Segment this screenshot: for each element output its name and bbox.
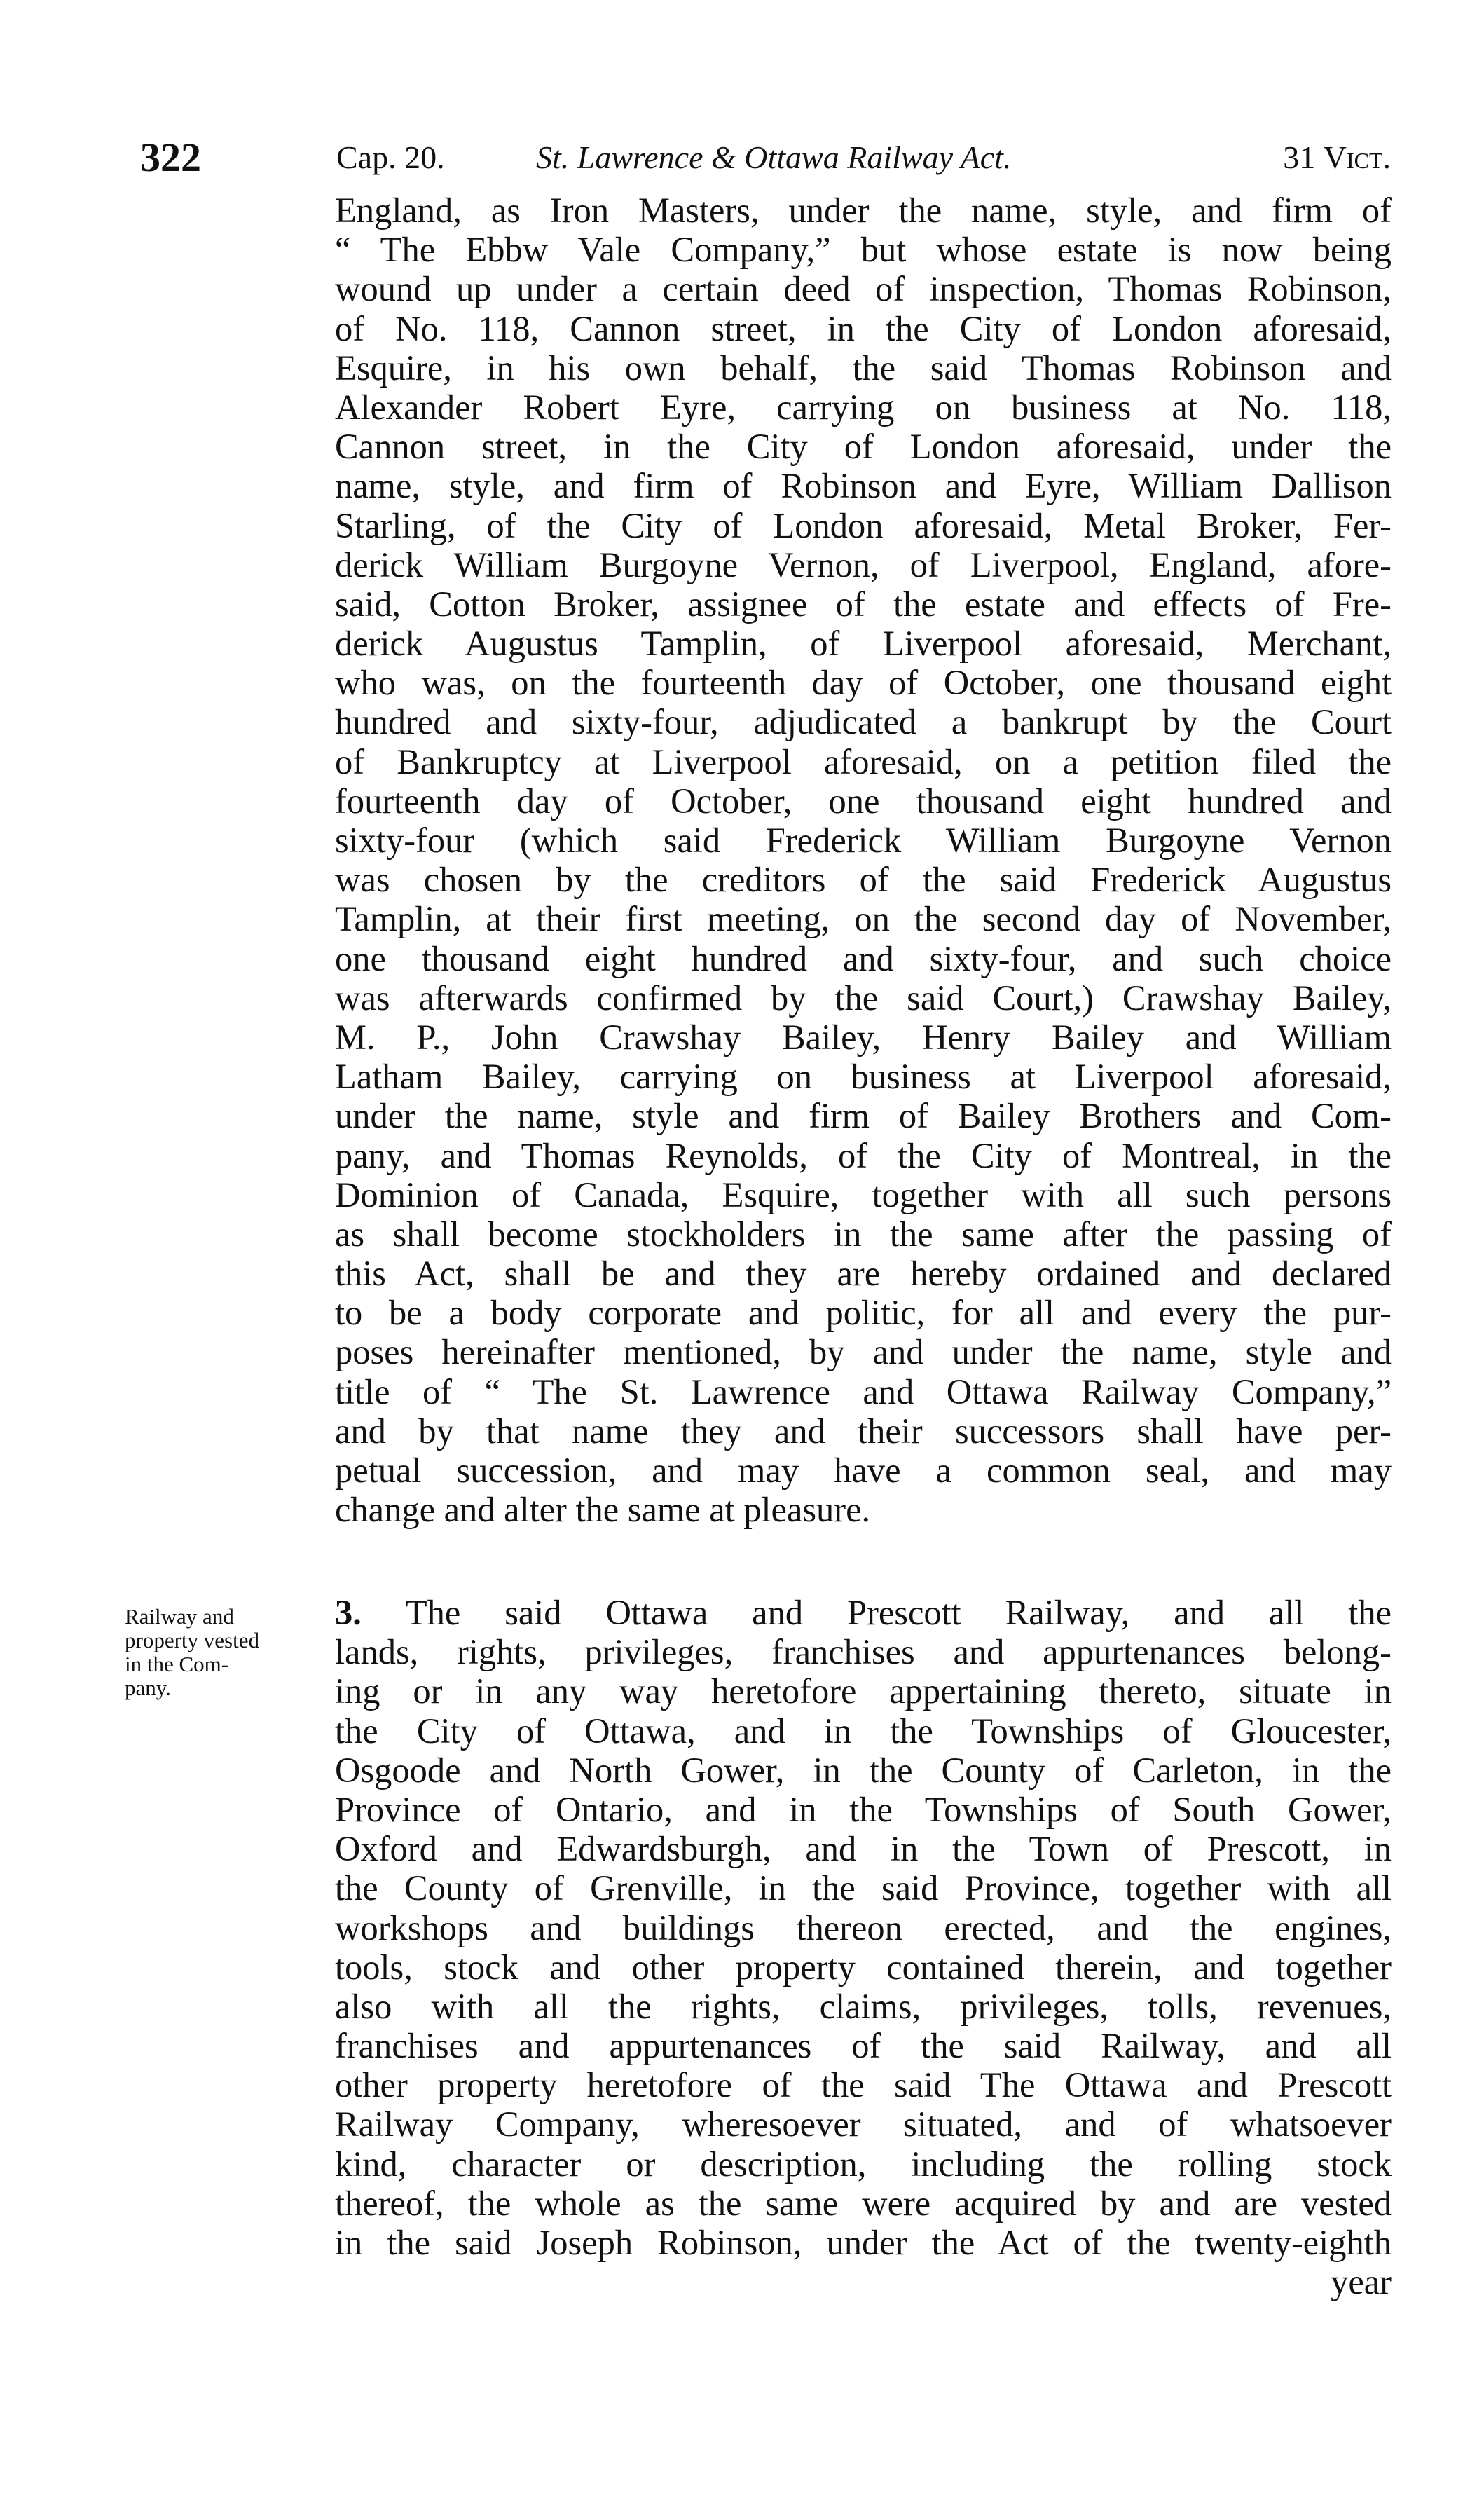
text-line: title of “ The St. Lawrence and Ottawa Railway Company,”: [335, 1371, 1392, 1411]
text-line: also with all the rights, claims, privileges, tolls, revenues,: [335, 1986, 1392, 2026]
text-line: Railway Company, wheresoever situated, and of whatsoever: [335, 2104, 1392, 2144]
section-3-opening: The said Ottawa and Prescott Railway, and all the: [405, 1593, 1392, 1632]
text-line: hundred and sixty-four, adjudicated a bankrupt by the Court: [335, 702, 1392, 742]
text-line: “ The Ebbw Vale Company,” but whose estate is now being: [335, 230, 1392, 270]
regnal-number: 31: [1283, 139, 1316, 175]
marginal-note-line: property vested: [125, 1628, 259, 1652]
text-line: Dominion of Canada, Esquire, together with all such persons: [335, 1175, 1392, 1214]
text-line: other property heretofore of the said The Ottawa and Prescott: [335, 2065, 1392, 2105]
text-line: franchises and appurtenances of the said Railway, and all: [335, 2026, 1392, 2066]
text-line: as shall become stockholders in the same after the passing of: [335, 1214, 1392, 1254]
text-line: Oxford and Edwardsburgh, and in the Town of Prescott, in: [335, 1829, 1392, 1869]
text-line: of Bankruptcy at Liverpool aforesaid, on a petition filed the: [335, 741, 1392, 781]
text-line: of No. 118, Cannon street, in the City of London aforesaid,: [335, 308, 1392, 348]
running-title: St. Lawrence & Ottawa Railway Act.: [536, 139, 1012, 175]
paragraph-continued: [335, 191, 1392, 1529]
text-line: Osgoode and North Gower, in the County of Carleton, in the: [335, 1750, 1392, 1790]
text-line: Starling, of the City of London aforesaid, Metal Broker, Fer-: [335, 505, 1392, 545]
text-line: said, Cotton Broker, assignee of the estate and effects of Fre-: [335, 584, 1392, 624]
text-line: one thousand eight hundred and sixty-four, and such choice: [335, 938, 1392, 978]
chapter-label: Cap. 20.: [336, 139, 445, 175]
regnal-year: [1283, 133, 1391, 182]
text-line: Tamplin, at their first meeting, on the second day of November,: [335, 899, 1392, 939]
running-header: [140, 133, 1391, 182]
text-line: and by that name they and their successors shall have per-: [335, 1411, 1392, 1451]
text-line: derick Augustus Tamplin, of Liverpool aforesaid, Merchant,: [335, 624, 1392, 664]
text-line: fourteenth day of October, one thousand eight hundred and: [335, 781, 1392, 821]
text-line: who was, on the fourteenth day of October, one thousand eight: [335, 663, 1392, 703]
text-line: workshops and buildings thereon erected, and the engines,: [335, 1908, 1392, 1947]
section-3-first-line: [335, 1593, 1392, 1632]
text-line: was chosen by the creditors of the said Frederick Augustus: [335, 860, 1392, 900]
text-line: name, style, and firm of Robinson and Eyre, William Dallison: [335, 466, 1392, 506]
text-line: tools, stock and other property contained therein, and together: [335, 1947, 1392, 1987]
text-line: wound up under a certain deed of inspection, Thomas Robinson,: [335, 269, 1392, 309]
text-line: the County of Grenville, in the said Province, together with all: [335, 1868, 1392, 1908]
text-line: lands, rights, privileges, franchises and appurtenances belong-: [335, 1632, 1392, 1672]
text-line: to be a body corporate and politic, for all and every the pur-: [335, 1293, 1392, 1333]
text-line: in the said Joseph Robinson, under the Act of the twenty-eighth: [335, 2223, 1392, 2262]
text-line: change and alter the same at pleasure.: [335, 1490, 871, 1530]
text-line: Cannon street, in the City of London aforesaid, under the: [335, 427, 1392, 467]
text-line: petual succession, and may have a common seal, and may: [335, 1451, 1392, 1490]
text-line: this Act, shall be and they are hereby ordained and declared: [335, 1254, 1392, 1294]
text-line: thereof, the whole as the same were acquired by and are vested: [335, 2183, 1392, 2223]
text-line: M. P., John Crawshay Bailey, Henry Bailey and William: [335, 1017, 1392, 1057]
text-line: Alexander Robert Eyre, carrying on business at No. 118,: [335, 387, 1392, 427]
page-number: 322: [140, 135, 201, 180]
text-line: kind, character or description, including the rolling stock: [335, 2144, 1392, 2184]
text-line: under the name, style and firm of Bailey Brothers and Com-: [335, 1096, 1392, 1136]
section-number: 3.: [335, 1593, 362, 1632]
text-line: was afterwards confirmed by the said Court,) Crawshay Bailey,: [335, 978, 1392, 1018]
marginal-note-line: Railway and: [125, 1604, 234, 1629]
regnal-name: Vict.: [1323, 139, 1391, 175]
marginal-note: [125, 1605, 335, 1700]
text-line: the City of Ottawa, and in the Townships of Gloucester,: [335, 1711, 1392, 1751]
text-line: derick William Burgoyne Vernon, of Liverpool, England, afore-: [335, 545, 1392, 584]
marginal-note-line: pany.: [125, 1676, 171, 1700]
text-line: England, as Iron Masters, under the name, style, and firm of: [335, 191, 1392, 230]
text-line: Esquire, in his own behalf, the said Thomas Robinson and: [335, 348, 1392, 388]
text-line: pany, and Thomas Reynolds, of the City of Montreal, in the: [335, 1135, 1392, 1175]
text-line: ing or in any way heretofore appertaining thereto, situate in: [335, 1671, 1392, 1711]
text-line: Latham Bailey, carrying on business at Liverpool aforesaid,: [335, 1057, 1392, 1097]
text-line: poses hereinafter mentioned, by and under the name, style and: [335, 1332, 1392, 1372]
catchword: year: [1331, 2262, 1392, 2302]
section-3-paragraph: [335, 1593, 1392, 2301]
text-line: sixty-four (which said Frederick William Burgoyne Vernon: [335, 821, 1392, 860]
marginal-note-line: in the Com-: [125, 1652, 229, 1676]
text-line: Province of Ontario, and in the Townships of South Gower,: [335, 1789, 1392, 1829]
